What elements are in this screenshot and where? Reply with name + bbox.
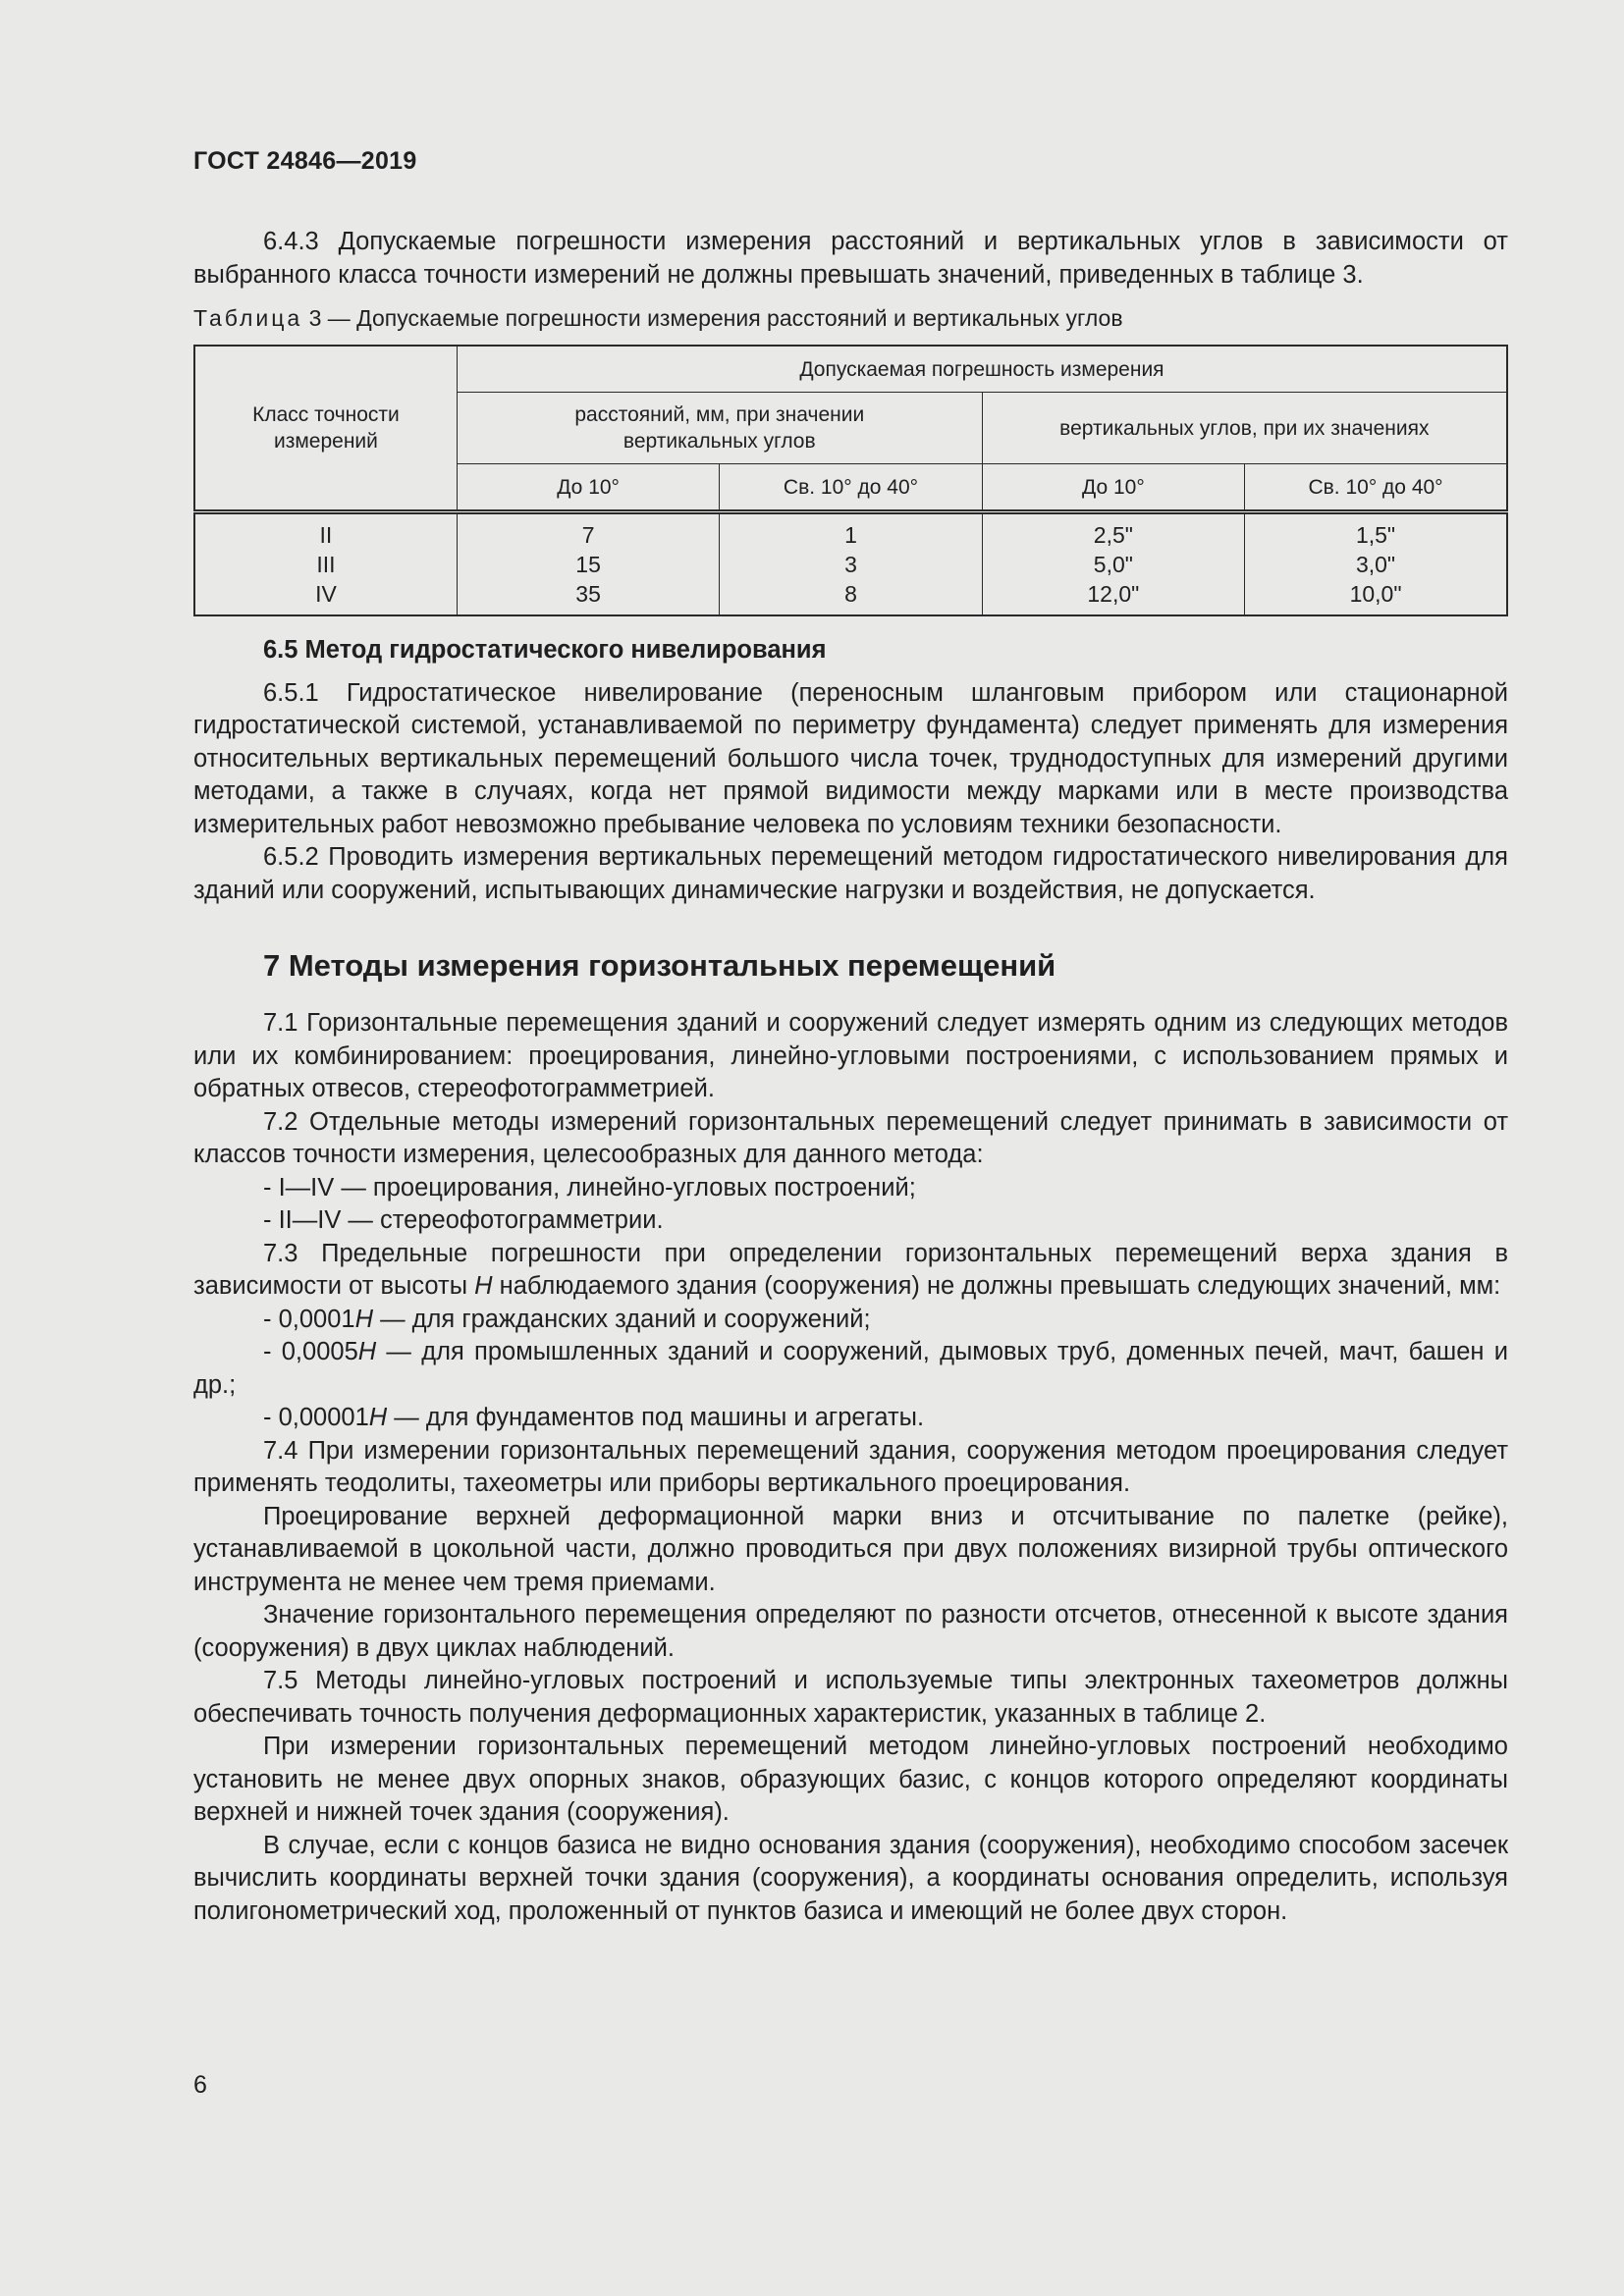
header-a-10to40: Св. 10° до 40° xyxy=(1245,464,1507,512)
list-item: - II—IV — стереофотограмметрии. xyxy=(263,1206,664,1234)
header-angles: вертикальных углов, при их значениях xyxy=(982,393,1507,464)
cell-a-10to40: 1,5" 3,0" 10,0" xyxy=(1245,512,1507,616)
table-caption xyxy=(193,303,1508,333)
header-d-10to40: Св. 10° до 40° xyxy=(720,464,982,512)
list-item: - 0,00001H — для фундаментов под машины и агрегаты. xyxy=(263,1404,925,1431)
table-row xyxy=(194,512,1507,616)
paragraph-6-5-1: 6.5.1 Гидростатическое нивелирование (переносным шланговым прибором или стационарной гидростатической системой, устанавливаемой по периметру фундамента) следует применять для измерения относительных вертикальных перемещений большого числа точек, труднодоступных для измерений другими методами, а также в случаях, когда нет прямой видимости между марками или в месте производства измерительных работ невозможно пребывание человека по условиям техники безопасности. xyxy=(193,678,1508,838)
header-distances: расстояний, мм, при значении вертикальных углов xyxy=(457,393,982,464)
page-number: 6 xyxy=(193,2071,207,2099)
paragraph-7-5: 7.5 Методы линейно-угловых построений и используемые типы электронных тахеометров должны обеспечивать точность получения деформационных характеристик, указанных в таблице 2. xyxy=(193,1667,1508,1728)
cell-class: II III IV xyxy=(194,512,457,616)
header-a-upto10: До 10° xyxy=(982,464,1244,512)
paragraph-7-4-b: Проецирование верхней деформационной марки вниз и отсчитывание по палетке (рейке), устанавливаемой в цокольной части, должно проводиться при двух положениях визирной трубы оптического инструмента не менее чем тремя приемами. xyxy=(193,1502,1508,1596)
paragraph-7-1: 7.1 Горизонтальные перемещения зданий и сооружений следует измерять одним из следующих методов или их комбинированием: проецирования, линейно-угловыми построениями, с использованием прямых и обратных отвесов, стереофотограмметрией. xyxy=(193,1009,1508,1102)
paragraph-7-4-c: Значение горизонтального перемещения определяют по разности отсчетов, отнесенной к высоте здания (сооружения) в двух циклах наблюдений. xyxy=(193,1601,1508,1662)
paragraph-6-4-3: 6.4.3 Допускаемые погрешности измерения расстояний и вертикальных углов в зависимости от выбранного класса точности измерений не должны превышать значений, приведенных в таблице 3. xyxy=(193,228,1508,289)
paragraph-7-5-c: В случае, если с концов базиса не видно основания здания (сооружения), необходимо способом засечек вычислить координаты верхней точки здания (сооружения), а координаты основания определить, используя полигонометрический ход, проложенный от пунктов базиса и имеющий не более двух сторон. xyxy=(193,1831,1508,1925)
table-caption-label: Таблица xyxy=(193,305,303,331)
paragraph-7-3: 7.3 Предельные погрешности при определении горизонтальных перемещений верха здания в зависимости от высоты H наблюдаемого здания (сооружения) не должны превышать следующих значений, мм: xyxy=(193,1239,1508,1300)
document-header: ГОСТ 24846—2019 xyxy=(193,147,417,175)
list-item: - I—IV — проецирования, линейно-угловых построений; xyxy=(263,1173,916,1201)
paragraph-7-5-b: При измерении горизонтальных перемещений методом линейно-угловых построений необходимо установить не менее двух опорных знаков, образующих базис, с концов которого определяют координаты верхней и нижней точек здания (сооружения). xyxy=(193,1733,1508,1826)
paragraph-7-4: 7.4 При измерении горизонтальных перемещений здания, сооружения методом проецирования следует применять теодолиты, тахеометры или приборы вертикального проецирования. xyxy=(193,1436,1508,1497)
header-class: Класс точности измерений xyxy=(194,346,457,512)
cell-d-10to40: 1 3 8 xyxy=(720,512,982,616)
header-d-upto10: До 10° xyxy=(457,464,719,512)
cell-a-upto10: 2,5" 5,0" 12,0" xyxy=(982,512,1244,616)
heading-section-7: 7 Методы измерения горизонтальных перемещений xyxy=(263,948,1056,983)
list-item: - 0,0001H — для гражданских зданий и сооружений; xyxy=(263,1305,871,1333)
tolerance-table xyxy=(193,345,1508,616)
header-group: Допускаемая погрешность измерения xyxy=(457,346,1507,393)
list-item: - 0,0005H — для промышленных зданий и сооружений, дымовых труб, доменных печей, мачт, башен и др.; xyxy=(193,1338,1508,1399)
page-content xyxy=(193,226,1508,1928)
table-caption-text: 3 — Допускаемые погрешности измерения расстояний и вертикальных углов xyxy=(302,305,1123,331)
paragraph-7-2: 7.2 Отдельные методы измерений горизонтальных перемещений следует принимать в зависимости от классов точности измерения, целесообразных для данного метода: xyxy=(193,1107,1508,1168)
cell-d-upto10: 7 15 35 xyxy=(457,512,719,616)
paragraph-6-5-2: 6.5.2 Проводить измерения вертикальных перемещений методом гидростатического нивелирования для зданий или сооружений, испытывающих динамические нагрузки и воздействия, не допускается. xyxy=(193,843,1508,904)
heading-6-5: 6.5 Метод гидростатического нивелирования xyxy=(263,636,827,664)
